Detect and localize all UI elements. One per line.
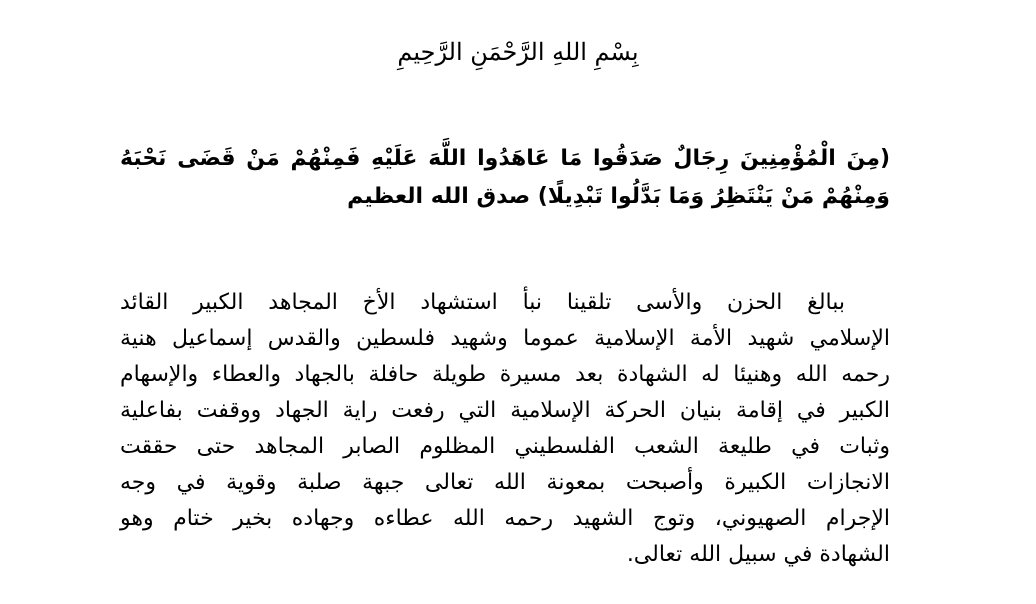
paragraph-line: الإسلامي شهيد الأمة الإسلامية عموما وشهيد فلسطين والقدس إسماعيل هنية — [120, 326, 890, 351]
paragraph-line: الإجرام الصهيوني، وتوج الشهيد رحمه الله عطاءه وجهاده بخير ختام وهو — [120, 506, 890, 531]
paragraph-line: الكبير في إقامة بنيان الحركة الإسلامية التي رفعت راية الجهاد ووقفت بفاعلية — [120, 398, 890, 423]
paragraph-line: الانجازات الكبيرة وأصبحت بمعونة الله تعالى جبهة صلبة وقوية في وجه — [120, 470, 890, 495]
paragraph-line: ببالغ الحزن والأسى تلقينا نبأ استشهاد الأخ المجاهد الكبير القائد — [120, 290, 845, 315]
paragraph-line: رحمه الله وهنيئا له الشهادة بعد مسيرة طويلة حافلة بالجهاد والعطاء والإسهام — [120, 362, 890, 387]
paragraph-line: الشهادة في سبيل الله تعالى. — [626, 542, 890, 567]
verse-line: وَمِنْهُمْ مَنْ يَنْتَظِرُ وَمَا بَدَّلُوا تَبْدِيلًا) صدق الله العظيم — [347, 184, 890, 209]
quran-verse — [120, 140, 890, 216]
verse-line: (مِنَ الْمُؤْمِنِينَ رِجَالٌ صَدَقُوا مَا عَاهَدُوا اللَّهَ عَلَيْهِ فَمِنْهُمْ مَنْ قَضَى نَحْبَهُ — [120, 146, 890, 171]
basmala-heading: بِسْمِ اللهِ الرَّحْمَنِ الرَّحِيمِ — [397, 38, 639, 66]
paragraph-line: وثبات في طليعة الشعب الفلسطيني المظلوم الصابر المجاهد حتى حققت — [120, 434, 890, 459]
condolence-paragraph — [120, 285, 890, 573]
